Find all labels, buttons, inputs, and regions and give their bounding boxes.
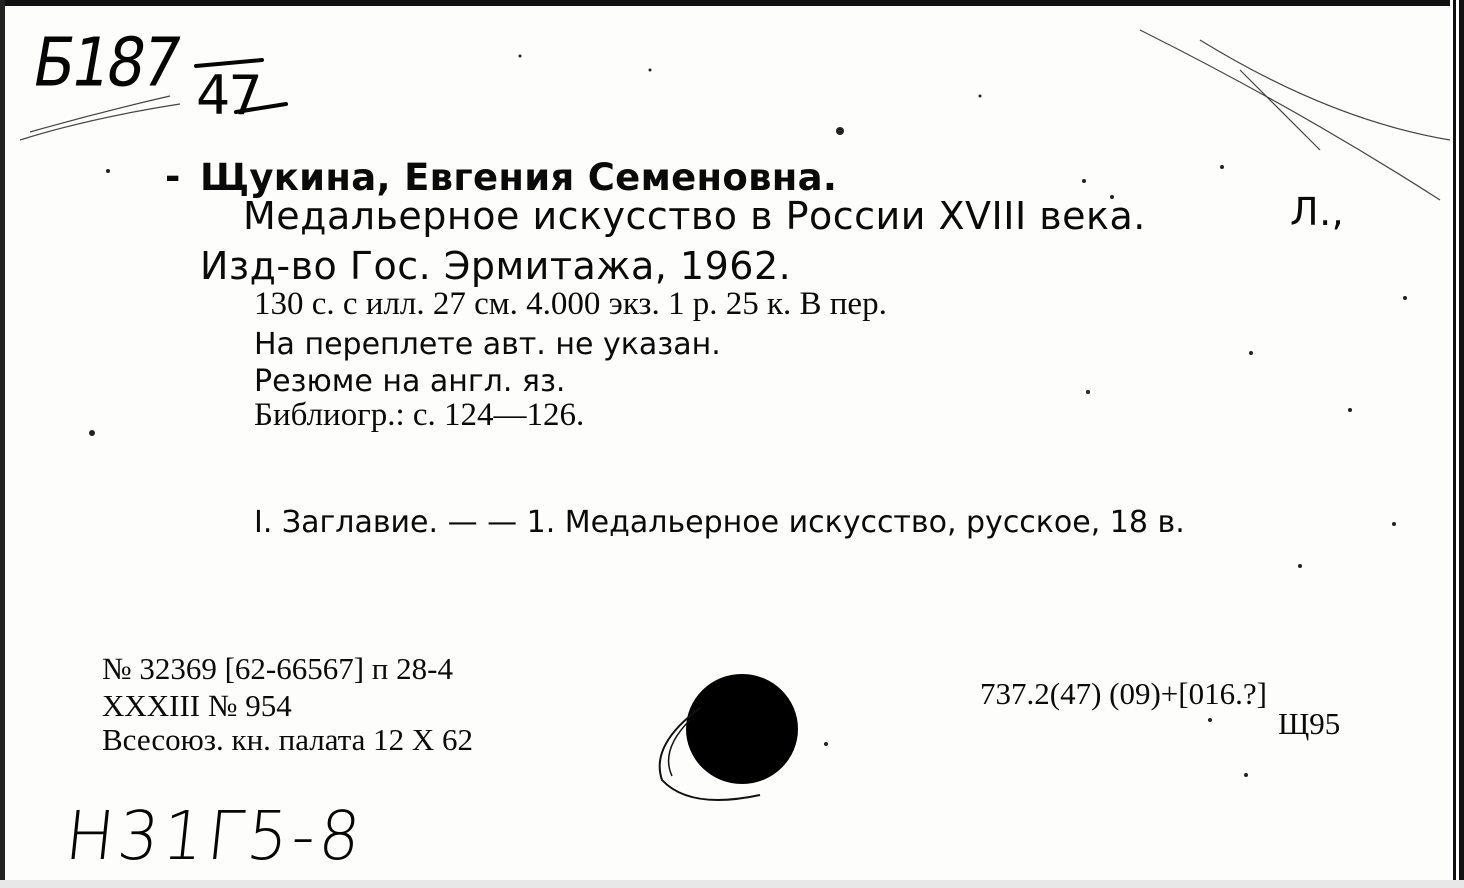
note-binding: На переплете авт. не указан.	[254, 327, 721, 362]
inventory-number: H31Г5-8	[61, 798, 368, 876]
punched-hole-stamp	[660, 674, 798, 800]
classification-code: 737.2(47) (09)+[016.?]	[980, 676, 1267, 711]
shelf-mark-fraction-denominator: 47	[196, 64, 261, 127]
subject-tracings: I. Заглавие. — — 1. Медальерное искусство, русское, 18 в.	[254, 505, 1185, 540]
title-line: Медальерное искусство в России XVIII века.	[243, 194, 1146, 238]
series-number: XXXIII № 954	[102, 688, 292, 723]
note-summary: Резюме на англ. яз.	[254, 364, 566, 399]
registration-number: № 32369 [62-66567] п 28-4	[102, 651, 453, 686]
author-heading: Щукина, Евгения Семеновна.	[200, 156, 838, 199]
note-bibliography: Библиогр.: с. 124—126.	[254, 397, 585, 433]
author-mark: Щ95	[1278, 706, 1341, 741]
physical-description: 130 с. с илл. 27 см. 4.000 экз. 1 р. 25 к. В пер.	[254, 286, 887, 322]
publisher-line: Изд-во Гос. Эрмитажа, 1962.	[200, 244, 792, 288]
chamber-stamp: Всесоюз. кн. палата 12 X 62	[102, 722, 474, 757]
author-dash: -	[165, 155, 181, 198]
shelf-mark: Б187	[27, 23, 185, 103]
place-of-publication: Л.,	[1290, 190, 1345, 234]
